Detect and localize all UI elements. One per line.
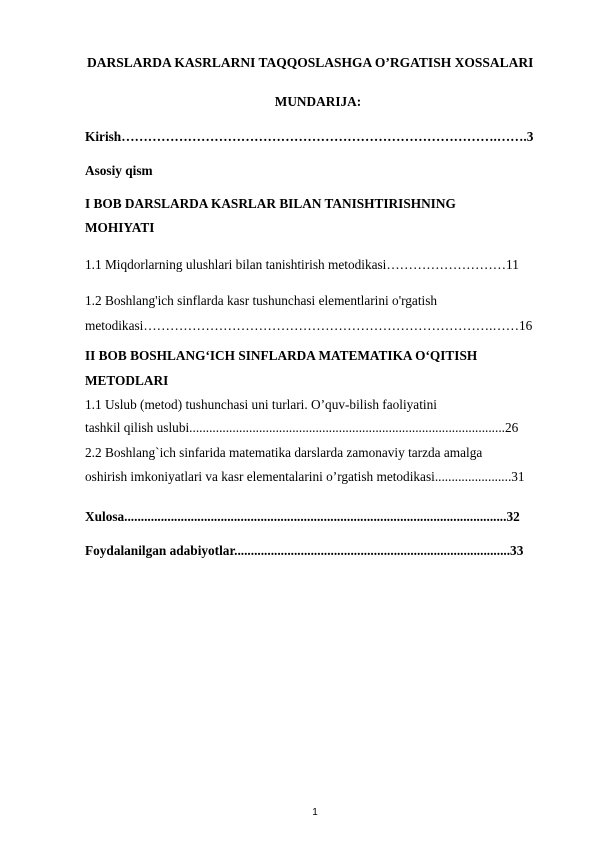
toc-entry-1-2: 1.2 Boshlang'ich sinflarda kasr tushunchasi elementlarini o'rgatish [85, 293, 438, 308]
page-number: 1 [312, 807, 318, 818]
toc-entry-2-2-cont: oshirish imkoniyatlari va kasr elementalarini o’rgatish metodikasi.......................31 [85, 469, 525, 484]
document-title: DARSLARDA KASRLARNI TAQQOSLASHGA O’RGATISH XOSSALARI [87, 55, 534, 70]
toc-chapter-2-title: II BOB BOSHLANG‘ICH SINFLARDA MATEMATIKA O‘QITISH [85, 348, 478, 363]
toc-entry-1-2-cont: metodikasi…………………………………………………………………….……16 [85, 318, 533, 333]
toc-chapter-1-title: I BOB DARSLARDA KASRLAR BILAN TANISHTIRISHNING [85, 196, 456, 211]
toc-entry-kirish: Kirish………………………………………………………………………….…….3 [85, 129, 534, 144]
toc-entry-adabiyotlar: Foydalanilgan adabiyotlar...................................................................................33 [85, 543, 524, 558]
toc-entry-1-1: 1.1 Miqdorlarning ulushlari bilan tanishtirish metodikasi………………………11 [85, 257, 519, 272]
toc-entry-2-1: 1.1 Uslub (metod) tushunchasi uni turlari. O’quv-bilish faoliyatini [85, 397, 437, 412]
toc-entry-xulosa: Xulosa...................................................................................................................32 [85, 509, 520, 524]
contents-heading: MUNDARIJA: [274, 94, 362, 109]
toc-chapter-1-title-cont: MOHIYATI [85, 220, 155, 235]
toc-entry-2-2: 2.2 Boshlang`ich sinfarida matematika darslarda zamonaviy tarzda amalga [85, 445, 483, 460]
toc-entry-2-1-cont: tashkil qilish uslubi...............................................................................................26 [85, 420, 519, 435]
toc-chapter-2-title-cont: METODLARI [85, 373, 169, 388]
toc-section-asosiy-qism: Asosiy qism [85, 163, 153, 178]
